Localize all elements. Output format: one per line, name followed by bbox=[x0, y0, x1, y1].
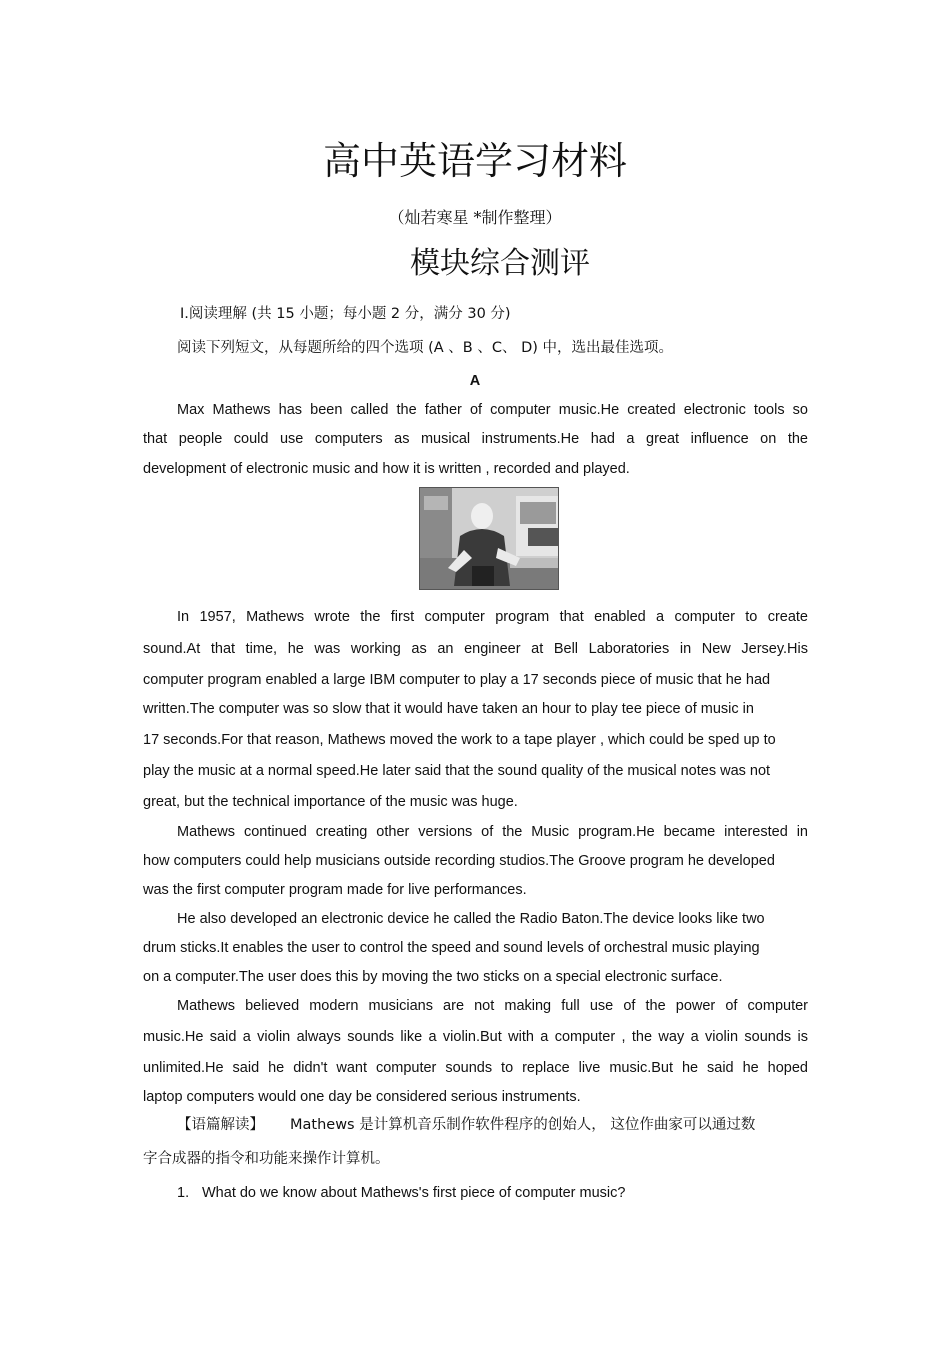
question-number: 1. bbox=[177, 1185, 190, 1201]
paragraph-line: laptop computers would one day be considered serious instruments. bbox=[143, 1089, 581, 1105]
part-instruction: Ⅰ.阅读理解 (共 15 小题；每小题 2 分，满分 30 分) bbox=[180, 306, 511, 322]
directions: 阅读下列短文，从每题所给的四个选项 (A 、B 、C、 D) 中，选出最佳选项。 bbox=[177, 340, 674, 356]
document-title: 高中英语学习材料 bbox=[322, 139, 627, 183]
analysis-text: 字合成器的指令和功能来操作计算机。 bbox=[143, 1151, 390, 1167]
paragraph-line: on a computer.The user does this by moving the two sticks on a special electronic surface. bbox=[143, 969, 723, 985]
paragraph-line: great, but the technical importance of the music was huge. bbox=[143, 794, 518, 810]
paragraph-line: unlimited.He said he didn't want computer sounds to replace live music.But he said he hoped bbox=[143, 1060, 808, 1076]
paragraph-line: computer program enabled a large IBM computer to play a 17 seconds piece of music that he had bbox=[143, 672, 771, 688]
paragraph-line: In 1957, Mathews wrote the first computer program that enabled a computer to create bbox=[177, 609, 808, 625]
paragraph-line: written.The computer was so slow that it would have taken an hour to play tee piece of music in bbox=[143, 701, 754, 717]
analysis-label: 【语篇解读】 bbox=[177, 1117, 264, 1133]
analysis-text: Mathews 是计算机音乐制作软件程序的创始人， 这位作曲家可以通过数 bbox=[290, 1117, 756, 1133]
paragraph-line: 17 seconds.For that reason, Mathews moved the work to a tape player , which could be sped up to bbox=[143, 732, 776, 748]
paragraph-line: development of electronic music and how it is written , recorded and played. bbox=[143, 461, 630, 477]
paragraph-line: He also developed an electronic device he called the Radio Baton.The device looks like two bbox=[177, 911, 765, 927]
paragraph-line: was the first computer program made for live performances. bbox=[143, 882, 527, 898]
document-subtitle: （灿若寒星 *制作整理） bbox=[388, 208, 562, 227]
photo-icon bbox=[420, 488, 559, 590]
paragraph-line: Max Mathews has been called the father of computer music.He created electronic tools so bbox=[177, 402, 808, 418]
paragraph-line: how computers could help musicians outside recording studios.The Groove program he developed bbox=[143, 853, 775, 869]
paragraph-line: play the music at a normal speed.He later said that the sound quality of the musical notes was not bbox=[143, 763, 771, 779]
passage-label: A bbox=[469, 373, 481, 389]
paragraph-line: Mathews believed modern musicians are not making full use of the power of computer bbox=[177, 998, 808, 1014]
paragraph-line: drum sticks.It enables the user to control the speed and sound levels of orchestral music playing bbox=[143, 940, 760, 956]
paragraph-line: sound.At that time, he was working as an engineer at Bell Laboratories in New Jersey.His bbox=[143, 641, 808, 657]
question-text: What do we know about Mathews's first piece of computer music? bbox=[202, 1185, 626, 1201]
paragraph-line: music.He said a violin always sounds like a violin.But with a computer , the way a violin sounds is bbox=[143, 1029, 808, 1045]
photo-of-max-mathews bbox=[419, 487, 559, 590]
section-title: 模块综合测评 bbox=[410, 246, 590, 281]
paragraph-line: Mathews continued creating other versions of the Music program.He became interested in bbox=[177, 824, 808, 840]
paragraph-line: that people could use computers as musical instruments.He had a great influence on the bbox=[143, 431, 808, 447]
